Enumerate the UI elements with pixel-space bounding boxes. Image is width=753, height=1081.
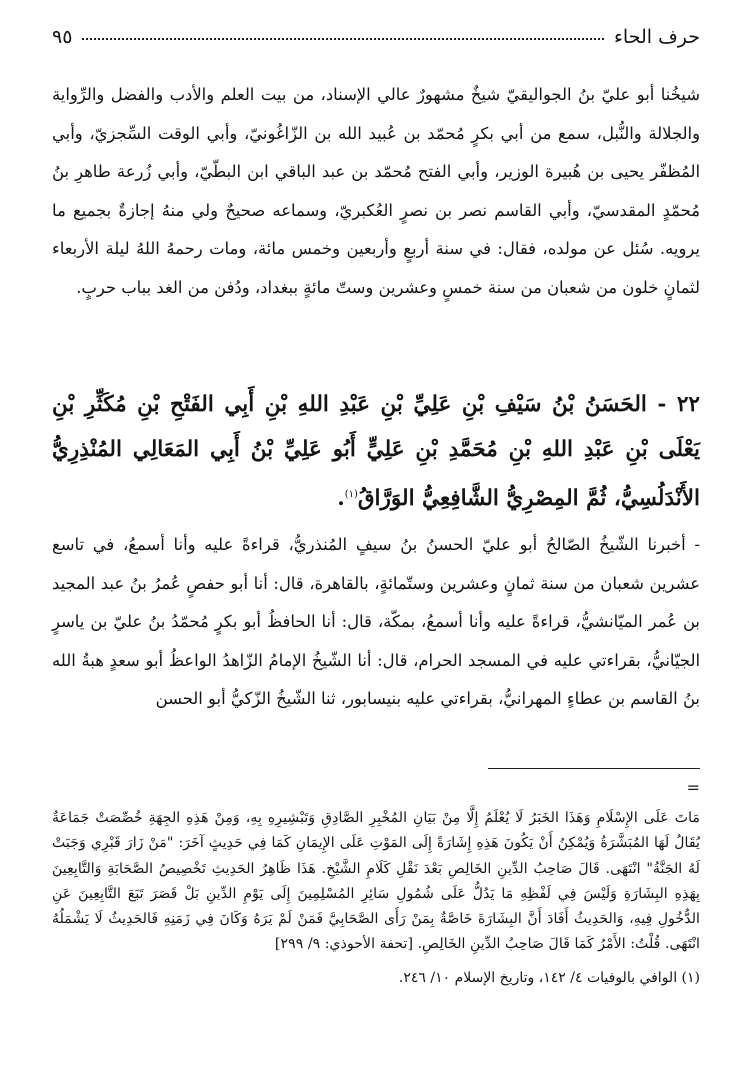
- paragraph-isnad: - أخبرنا الشّيخُ الصّالحُ أبو عليّ الحسنُ بنُ سيفٍ المُنذريُّ، قراءةً عليه وأنا أسمعُ، في تاسع عشرين شعبان من سنة ثمانٍ وعشرين وستّمائةٍ، بالقاهرة، قال: أنا أبو حفصٍ عُمرُ بنُ عبد المجيد بن عُمر الميّانشيُّ، قراءةً عليه وأنا أسمعُ، بمكّة، قال: أنا الحافظُ أبو بكرٍ مُحمّدُ بنُ عليّ بن ياسرٍ الجيّانيُّ، بقراءتي عليه في المسجد الحرام، قال: أنا الشّيخُ الإمامُ الزّاهدُ الواعظُ أبو سعدٍ هبةُ الله بنُ القاسم بن عطاءٍ المهرانيُّ، بقراءتي عليه بنيسابور، ثنا الشّيخُ الزّكيُّ أبو الحسن: [52, 535, 700, 708]
- continuation-mark: =: [686, 778, 700, 797]
- chapter-title: حرف الحاء: [613, 26, 700, 48]
- footnote-ref[interactable]: (١): [344, 489, 358, 500]
- page-number: ٩٥: [52, 26, 73, 48]
- book-page: [52, 22, 700, 1062]
- paragraph-biography: شيخُنا أبو عليّ بنُ الجواليقيّ شيخٌ مشهورٌ عالي الإسناد، من بيت العلم والأدب والفضل والرِّواية والجلالة والنُّبل، سمع من أبي بكرٍ مُحمّد بن عُبيد الله بن الزّاغُونيّ، وأبي الوقت السِّجزيّ، وأبي المُظفّر يحيى بن هُبيرة الوزير، وأبي الفتح مُحمّد بن عبد الباقي ابن البطّيّ، وأبي زُرعة طاهرِ بنُ مُحمّدٍ المقدسيّ، وأبي القاسم نصر بن نصرٍ العُكبريّ، وسماعه صحيحٌ ولي منهُ إجازةٌ بجميع ما يرويه. سُئل عن مولده، فقال: في سنة أربعٍ وأربعين وخمس مائة، ومات رحمهُ اللهُ ليلة الأربعاء لثمانٍ خلون من شعبان من سنة خمسٍ وعشرين وستّ مائةٍ ببغداد، ودُفن من الغد بباب حربٍ.: [52, 85, 700, 297]
- entry-number: ٢٢: [676, 392, 700, 417]
- entry-end: .: [337, 486, 345, 512]
- entry-heading: ٢٢ - الحَسَنُ بْنُ سَيْفِ بْنِ عَلِيِّ بْنِ عَبْدِ اللهِ بْنِ أَبِي الفَتْحِ بْنِ مُكَثِّرِ بْنِ يَعْلَى بْنِ عَبْدِ اللهِ بْنِ مُحَمَّدِ بْنِ عَلِيٍّ أَبُو عَلِيِّ بْنُ أَبِي المَعَالِي المُنْذِرِيُّ الأَنْدَلُسِيُّ، ثُمَّ المِصْرِيُّ الشَّافِعِيُّ الوَرَّاقُ$^{(١)}$.: [52, 392, 700, 512]
- header-dotted-leader: [82, 38, 604, 40]
- footnote-continued-text: مَاتَ عَلَى الإِسْلَامِ وَهَذَا الخَبَرُ لَا يُعْلَمُ إِلَّا مِنْ بَيَانِ المُخْبِرِ الصَّادِقِ وَتَبْشِيرِهِ بِهِ، وَمِنْ هَذِهِ الجِهَةِ خُصِّصَتْ جَمَاعَةٌ يُقَالُ لَهَا المُبَشَّرَةُ وَيُمْكِنُ أَنْ يَكُونَ هَذِهِ إِشَارَةً إِلَى المَوْتِ عَلَى الإِيمَانِ كَمَا فِي حَدِيثٍ آخَرَ: "مَنْ زَارَ قَبْرِي وَجَبَتْ لَهُ الجَنَّةُ" انْتَهَى. قَالَ صَاحِبُ الدِّينِ الخَالِصِ بَعْدَ نَقْلِ كَلَامِ الشَّيْخِ. هَذَا ظَاهِرُ الحَدِيثِ تَخْصِيصُ الصَّحَابَةِ وَالتَّابِعِينَ بِهَذِهِ البِشَارَةِ وَلَيْسَ فِي لَفْظِهِ مَا يَدُلُّ عَلَى شُمُولِ سَائِرِ المُسْلِمِينَ إِلَى يَوْمِ الدِّينِ بَلْ قَصَرَ تَبَعَ التَّابِعِينَ عَنِ الدُّخُولِ فِيهِ، وَالحَدِيثُ أَفَادَ أَنَّ البِشَارَةَ خَاصَّةٌ بِمَنْ رَأَى الصَّحَابِيَّ فَمَنْ لَمْ يَرَهُ وَكَانَ فِي زَمَنِهِ فَالحَدِيثُ لَا يَشْمَلُهُ انْتَهَى. قُلْتُ: الأَمْرُ كَمَا قَالَ صَاحِبُ الدِّينِ الخَالِصِ. [تحفة الأحوذي: ٩/ ٢٩٩]: [52, 810, 700, 953]
- page-header: [52, 22, 700, 52]
- entry-title: الحَسَنُ بْنُ سَيْفِ بْنِ عَلِيِّ بْنِ عَبْدِ اللهِ بْنِ أَبِي الفَتْحِ بْنِ مُكَثِّرِ بْنِ يَعْلَى بْنِ عَبْدِ اللهِ بْنِ مُحَمَّدِ بْنِ عَلِيٍّ أَبُو عَلِيِّ بْنُ أَبِي المَعَالِي المُنْذِرِيُّ الأَنْدَلُسِيُّ، ثُمَّ المِصْرِيُّ الشَّافِعِيُّ الوَرَّاقُ: [52, 392, 700, 512]
- footnote-1: (١) الوافي بالوفيات ٤/ ١٤٢، وتاريخ الإسلام ١٠/ ٢٤٦.: [398, 970, 700, 986]
- footnote-separator: [488, 768, 700, 769]
